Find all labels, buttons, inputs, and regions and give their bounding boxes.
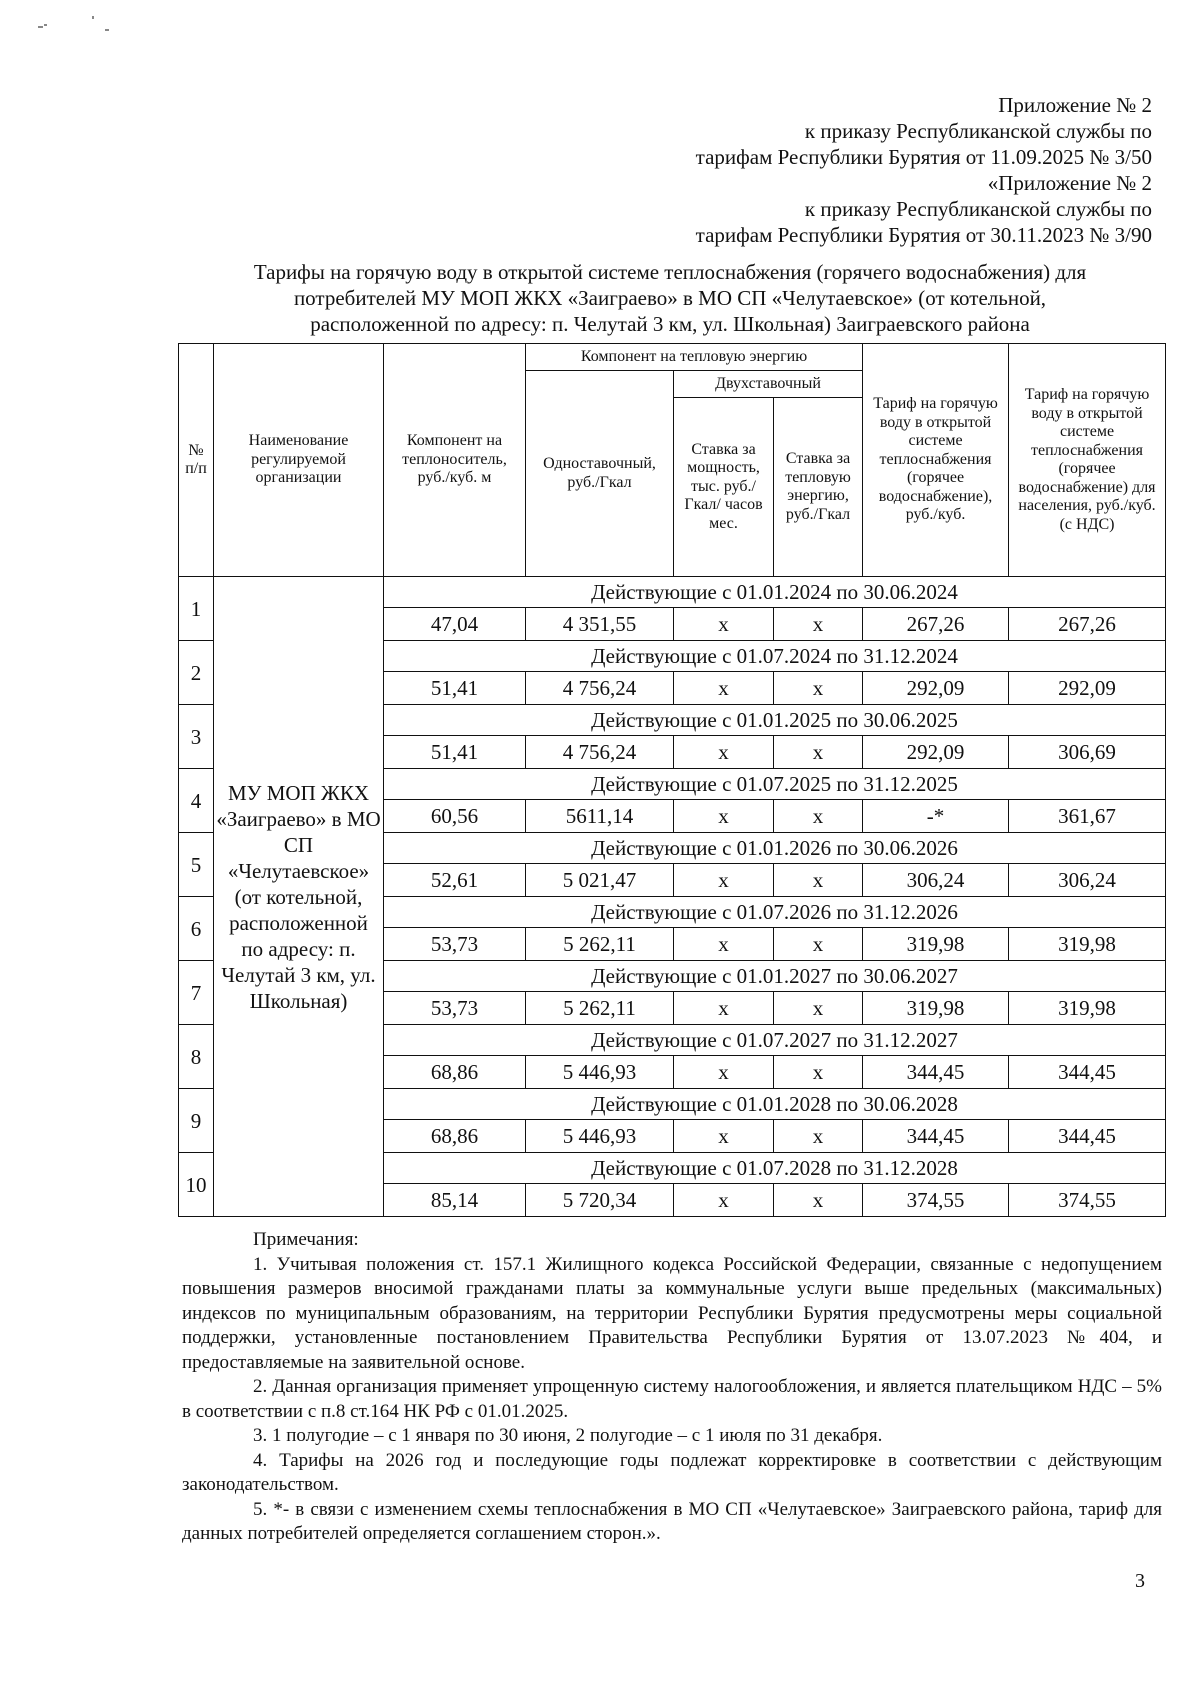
single-rate-value: 5611,14 (526, 800, 674, 833)
title-line: потребителей МУ МОП ЖКХ «Заиграево» в МО СП «Челутаевское» (от котельной, (293, 286, 1047, 310)
header-tariff-population: Тариф на горячую воду в открытой системе теплоснабжения (горячее водоснабжение) для населения, руб./куб. (с НДС) (1009, 344, 1166, 577)
single-rate-value: 4 756,24 (526, 736, 674, 769)
coolant-value: 68,86 (384, 1056, 526, 1089)
coolant-value: 60,56 (384, 800, 526, 833)
energy-rate-value: х (774, 864, 863, 897)
tariff-population-value: 374,55 (1009, 1184, 1166, 1217)
capacity-rate-value: х (674, 1184, 774, 1217)
header-coolant: Компонент на теплоноситель, руб./куб. м (384, 344, 526, 577)
tariff-population-value: 361,67 (1009, 800, 1166, 833)
single-rate-value: 5 021,47 (526, 864, 674, 897)
title-line: Тарифы на горячую воду в открытой системе теплоснабжения (горячего водоснабжения) для (253, 260, 1087, 284)
row-number: 5 (179, 833, 214, 897)
single-rate-value: 5 262,11 (526, 928, 674, 961)
row-number: 9 (179, 1089, 214, 1153)
row-number: 10 (179, 1153, 214, 1217)
header-org: Наименование регулируемой организации (214, 344, 384, 577)
capacity-rate-value: х (674, 608, 774, 641)
energy-rate-value: х (774, 800, 863, 833)
note-item: 5. *- в связи с изменением схемы теплоснабжения в МО СП «Челутаевское» Заиграевского района, тариф для данных потребителей определяется соглашением сторон.». (182, 1498, 1162, 1544)
tariff-population-value: 306,69 (1009, 736, 1166, 769)
coolant-value: 51,41 (384, 672, 526, 705)
period-label: Действующие с 01.01.2028 по 30.06.2028 (384, 1089, 1166, 1120)
coolant-value: 53,73 (384, 928, 526, 961)
energy-rate-value: х (774, 608, 863, 641)
header-line: к приказу Республиканской службы по (804, 119, 1152, 143)
header-energy-rate: Ставка за тепловую энергию, руб./Гкал (774, 398, 863, 577)
tariff-table (178, 343, 1166, 1217)
period-label: Действующие с 01.01.2024 по 30.06.2024 (384, 577, 1166, 608)
note-item: 1. Учитывая положения ст. 157.1 Жилищного кодекса Российской Федерации, связанные с недопущением повышения размеров вносимой гражданами платы за коммунальные услуги выше предельных (максимальных) индексов по муниципальным образованиям, на территории Республики Бурятия предусмотрены меры социальной поддержки, установленные постановлением Правительства Республики Бурятия от 13.07.2023 №404, и предоставляемые на заявительной основе. (182, 1253, 1162, 1373)
tariff-value: 292,09 (863, 736, 1009, 769)
tariff-value: 292,09 (863, 672, 1009, 705)
period-label: Действующие с 01.07.2028 по 31.12.2028 (384, 1153, 1166, 1184)
capacity-rate-value: х (674, 864, 774, 897)
header-line: тарифам Республики Бурятия от 30.11.2023 № 3/90 (695, 223, 1152, 247)
tariff-value: -* (863, 800, 1009, 833)
energy-rate-value: х (774, 672, 863, 705)
tariff-population-value: 319,98 (1009, 992, 1166, 1025)
period-label: Действующие с 01.01.2025 по 30.06.2025 (384, 705, 1166, 736)
energy-rate-value: х (774, 1120, 863, 1153)
organization-name: МУ МОП ЖКХ «Заиграево» в МО СП «Челутаевское» (от котельной, расположенной по адресу: п. Челутай 3 км, ул. Школьная) (214, 577, 384, 1217)
appendix-header (532, 92, 1152, 248)
row-number: 1 (179, 577, 214, 641)
capacity-rate-value: х (674, 672, 774, 705)
coolant-value: 47,04 (384, 608, 526, 641)
energy-rate-value: х (774, 928, 863, 961)
header-tariff: Тариф на горячую воду в открытой системе теплоснабжения (горячее водоснабжение), руб./куб. (863, 344, 1009, 577)
coolant-value: 51,41 (384, 736, 526, 769)
period-label: Действующие с 01.07.2024 по 31.12.2024 (384, 641, 1166, 672)
single-rate-value: 5 446,93 (526, 1120, 674, 1153)
single-rate-value: 5 262,11 (526, 992, 674, 1025)
period-label: Действующие с 01.01.2026 по 30.06.2026 (384, 833, 1166, 864)
tariff-value: 344,45 (863, 1120, 1009, 1153)
note-item: 3. 1 полугодие – с 1 января по 30 июня, 2 полугодие – с 1 июля по 31 декабря. (253, 1425, 883, 1446)
energy-rate-value: х (774, 1056, 863, 1089)
tariff-population-value: 344,45 (1009, 1120, 1166, 1153)
coolant-value: 53,73 (384, 992, 526, 1025)
period-label: Действующие с 01.07.2027 по 31.12.2027 (384, 1025, 1166, 1056)
row-number: 4 (179, 769, 214, 833)
tariff-value: 344,45 (863, 1056, 1009, 1089)
note-item: 2. Данная организация применяет упрощенную систему налогообложения, и является плательщиком НДС – 5% в соответствии с п.8 ст.164 НК РФ с 01.01.2025. (182, 1376, 1162, 1422)
row-number: 8 (179, 1025, 214, 1089)
period-label: Действующие с 01.07.2025 по 31.12.2025 (384, 769, 1166, 800)
coolant-value: 52,61 (384, 864, 526, 897)
row-number: 6 (179, 897, 214, 961)
row-number: 3 (179, 705, 214, 769)
capacity-rate-value: х (674, 928, 774, 961)
coolant-value: 68,86 (384, 1120, 526, 1153)
period-label: Действующие с 01.07.2026 по 31.12.2026 (384, 897, 1166, 928)
notes-section (182, 1228, 1162, 1547)
energy-rate-value: х (774, 1184, 863, 1217)
single-rate-value: 5 720,34 (526, 1184, 674, 1217)
header-two-rate-group: Двухставочный (674, 371, 863, 398)
header-single-rate: Одноставочный, руб./Гкал (526, 371, 674, 577)
tariff-population-value: 267,26 (1009, 608, 1166, 641)
header-line: тарифам Республики Бурятия от 11.09.2025 № 3/50 (695, 145, 1152, 169)
single-rate-value: 5 446,93 (526, 1056, 674, 1089)
energy-rate-value: х (774, 992, 863, 1025)
header-line: к приказу Республиканской службы по (804, 197, 1152, 221)
capacity-rate-value: х (674, 1056, 774, 1089)
energy-rate-value: х (774, 736, 863, 769)
tariff-value: 306,24 (863, 864, 1009, 897)
document-title (170, 259, 1170, 337)
tariff-population-value: 306,24 (1009, 864, 1166, 897)
capacity-rate-value: х (674, 992, 774, 1025)
tariff-population-value: 292,09 (1009, 672, 1166, 705)
header-line: Приложение № 2 (998, 93, 1152, 117)
tariff-population-value: 319,98 (1009, 928, 1166, 961)
tariff-population-value: 344,45 (1009, 1056, 1166, 1089)
header-capacity-rate: Ставка за мощность, тыс. руб./Гкал/ часов мес. (674, 398, 774, 577)
row-number: 7 (179, 961, 214, 1025)
notes-title: Примечания: (253, 1229, 359, 1250)
period-label: Действующие с 01.01.2027 по 30.06.2027 (384, 961, 1166, 992)
scan-artifacts (36, 14, 116, 44)
header-thermal-group: Компонент на тепловую энергию (526, 344, 863, 371)
header-num: № п/п (179, 344, 214, 577)
tariff-value: 319,98 (863, 928, 1009, 961)
single-rate-value: 4 756,24 (526, 672, 674, 705)
row-number: 2 (179, 641, 214, 705)
tariff-value: 374,55 (863, 1184, 1009, 1217)
header-line: «Приложение № 2 (987, 171, 1152, 195)
capacity-rate-value: х (674, 736, 774, 769)
single-rate-value: 4 351,55 (526, 608, 674, 641)
coolant-value: 85,14 (384, 1184, 526, 1217)
tariff-value: 319,98 (863, 992, 1009, 1025)
capacity-rate-value: х (674, 1120, 774, 1153)
page-number: 3 (1135, 1570, 1145, 1592)
tariff-value: 267,26 (863, 608, 1009, 641)
note-item: 4. Тарифы на 2026 год и последующие годы подлежат корректировке в соответствии с действующим законодательством. (182, 1449, 1162, 1495)
title-line: расположенной по адресу: п. Челутай 3 км, ул. Школьная) Заиграевского района (310, 312, 1030, 336)
capacity-rate-value: х (674, 800, 774, 833)
